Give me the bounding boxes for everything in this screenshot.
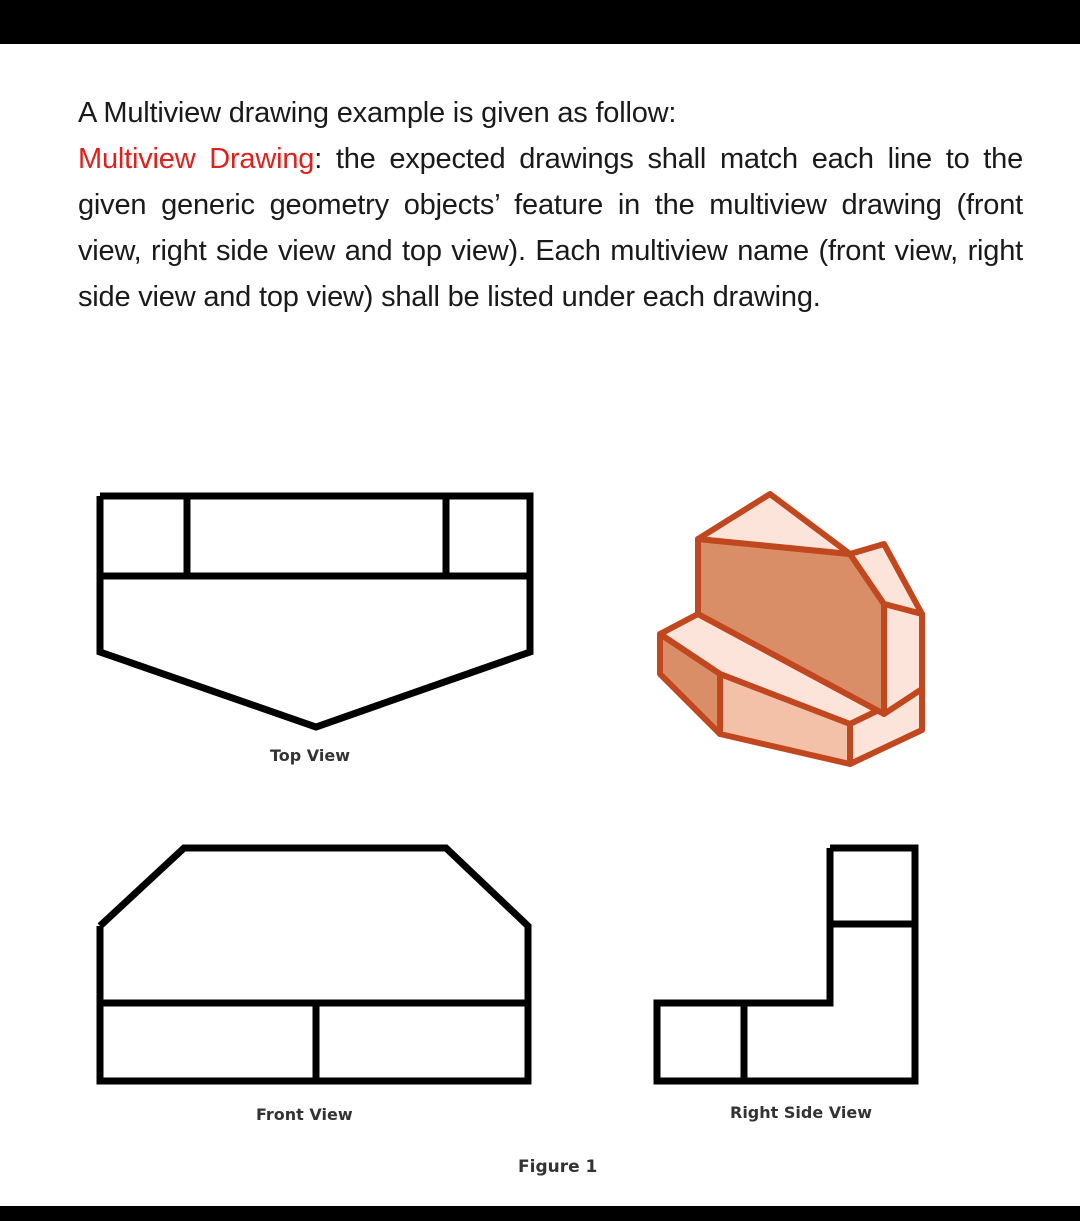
isometric-drawing xyxy=(660,494,922,764)
document-page xyxy=(0,44,1080,1206)
top-black-bar xyxy=(0,0,1080,44)
front-view-label: Front View xyxy=(256,1105,353,1124)
top-view-outline xyxy=(100,496,530,727)
multiview-figure xyxy=(0,44,1080,1206)
intro-line: A Multiview drawing example is given as follow: xyxy=(78,97,677,129)
term-multiview-drawing: Multiview Drawing xyxy=(78,143,315,175)
right-side-view-label: Right Side View xyxy=(730,1103,872,1122)
top-view-label: Top View xyxy=(270,746,351,765)
bottom-black-bar xyxy=(0,1206,1080,1221)
definition-text: : the expected drawings shall match each line to the given generic geometry objects’ feature in the multiview drawing (front view, right side view and top view). Each multiview name (front view, right side view and top view) shall be listed under each drawing. xyxy=(78,143,1023,313)
right-side-view-drawing xyxy=(657,848,915,1081)
right-side-view-outline xyxy=(657,848,915,1081)
figure-caption: Figure 1 xyxy=(518,1157,598,1177)
front-view-drawing xyxy=(100,848,528,1081)
top-view-drawing xyxy=(100,496,530,727)
